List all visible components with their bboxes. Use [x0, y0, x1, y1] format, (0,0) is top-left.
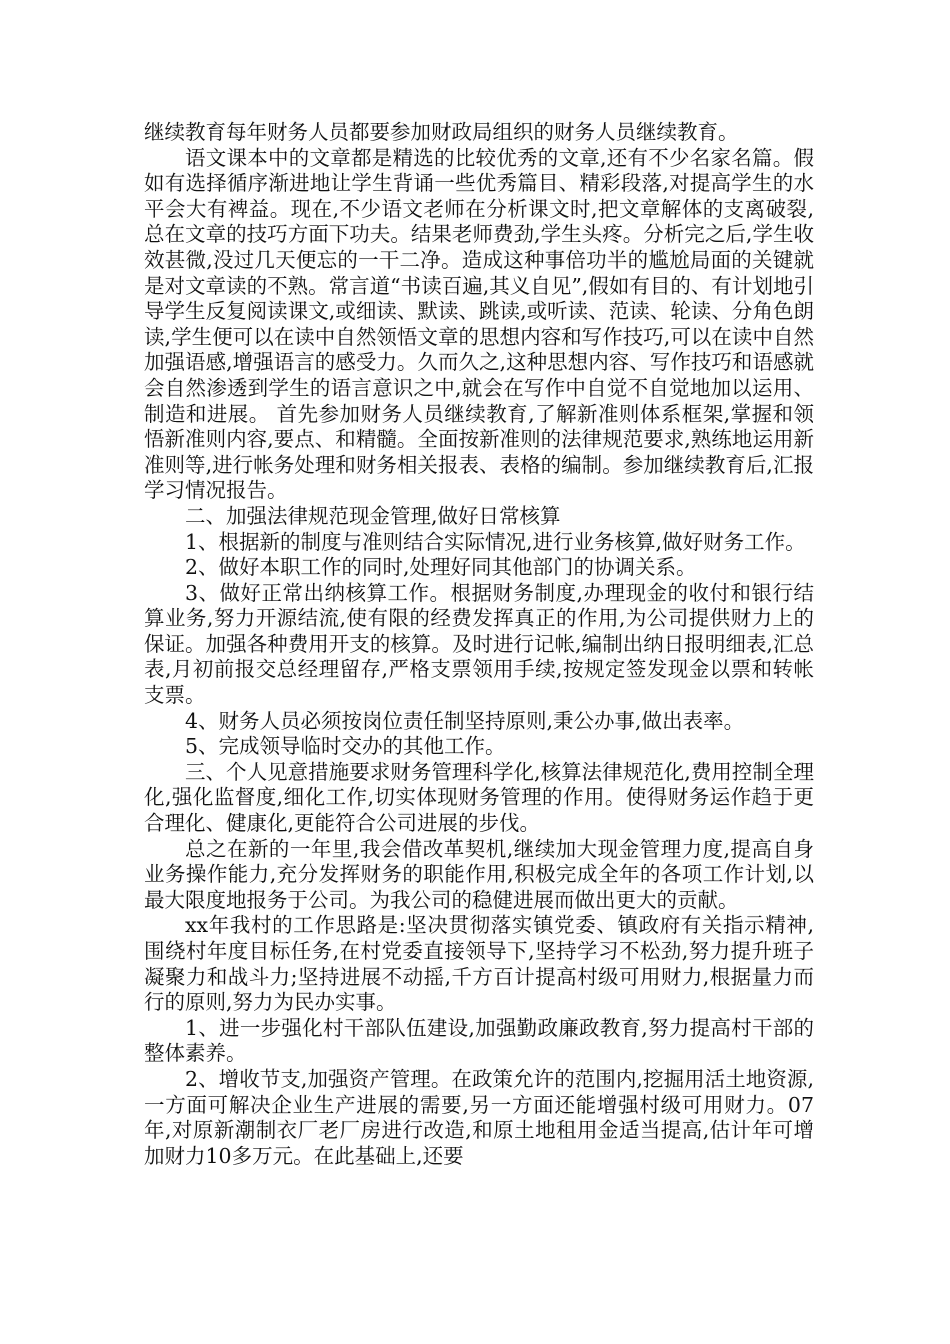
paragraph-1: 继续教育每年财务人员都要参加财政局组织的财务人员继续教育。	[144, 120, 739, 144]
paragraph-13: 2、增收节支,加强资产管理。在政策允许的范围内,挖掘用活土地资源,一方面可解决企业生产进展的需要,另一方面还能增强村级可用财力。07年,对原新潮制衣厂老厂房进行改造,和原土地租用金适当提高,估计年可增加财力10多万元。在此基础上,还要	[144, 1066, 814, 1168]
paragraph-10: 总之在新的一年里,我会借改革契机,继续加大现金管理力度,提高自身业务操作能力,充分发挥财务的职能作用,积极完成全年的各项工作计划,以最大限度地报务于公司。为我公司的稳健进展而做出更大的贡献。	[144, 836, 814, 912]
paragraph-2: 语文课本中的文章都是精选的比较优秀的文章,还有不少名家名篇。假如有选择循序渐进地让学生背诵一些优秀篇目、精彩段落,对提高学生的水平会大有裨益。现在,不少语文老师在分析课文时,把文章解体的支离破裂,总在文章的技巧方面下功夫。结果老师费劲,学生头疼。分析完之后,学生收效甚微,没过几天便忘的一干二净。造成这种事倍功半的尴尬局面的关键就是对文章读的不熟。常言道“书读百遍,其义自见”,假如有目的、有计划地引导学生反复阅读课文,或细读、默读、跳读,或听读、范读、轮读、分角色朗读,学生便可以在读中自然领悟文章的思想内容和写作技巧,可以在读中自然加强语感,增强语言的感受力。久而久之,这种思想内容、写作技巧和语感就会自然渗透到学生的语言意识之中,就会在写作中自觉不自觉地加以运用、制造和进展。 首先参加财务人员继续教育,了解新准则体系框架,掌握和领悟新准则内容,要点、和精髓。全面按新准则的法律规范要求,熟练地运用新准则等,进行帐务处理和财务相关报表、表格的编制。参加继续教育后,汇报学习情况报告。	[144, 145, 814, 503]
paragraph-3: 二、加强法律规范现金管理,做好日常核算	[185, 503, 561, 528]
paragraph-12: 1、进一步强化村干部队伍建设,加强勤政廉政教育,努力提高村干部的整体素养。	[144, 1015, 814, 1066]
paragraph-6: 3、做好正常出纳核算工作。根据财务制度,办理现金的收付和银行结算业务,努力开源结流,使有限的经费发挥真正的作用,为公司提供财力上的保证。加强各种费用开支的核算。及时进行记帐,编制出纳日报明细表,汇总表,月初前报交总经理留存,严格支票领用手续,按规定签发现金以票和转帐支票。	[144, 580, 814, 708]
paragraph-5: 2、做好本职工作的同时,处理好同其他部门的协调关系。	[185, 555, 697, 580]
paragraph-9: 三、个人见意措施要求财务管理科学化,核算法律规范化,费用控制全理化,强化监督度,细化工作,切实体现财务管理的作用。使得财务运作趋于更合理化、健康化,更能符合公司进展的步伐。	[144, 759, 814, 836]
paragraph-8: 5、完成领导临时交办的其他工作。	[185, 734, 506, 759]
document-body	[144, 120, 814, 1169]
paragraph-11: xx年我村的工作思路是:坚决贯彻落实镇党委、镇政府有关指示精神,围绕村年度目标任务,在村党委直接领导下,坚持学习不松劲,努力提升班子凝聚力和战斗力;坚持进展不动摇,千方百计提高村级可用财力,根据量力而行的原则,努力为民办实事。	[144, 913, 814, 1015]
paragraph-7: 4、财务人员必须按岗位责任制坚持原则,秉公办事,做出表率。	[185, 708, 745, 733]
paragraph-4: 1、根据新的制度与准则结合实际情况,进行业务核算,做好财务工作。	[185, 529, 806, 554]
